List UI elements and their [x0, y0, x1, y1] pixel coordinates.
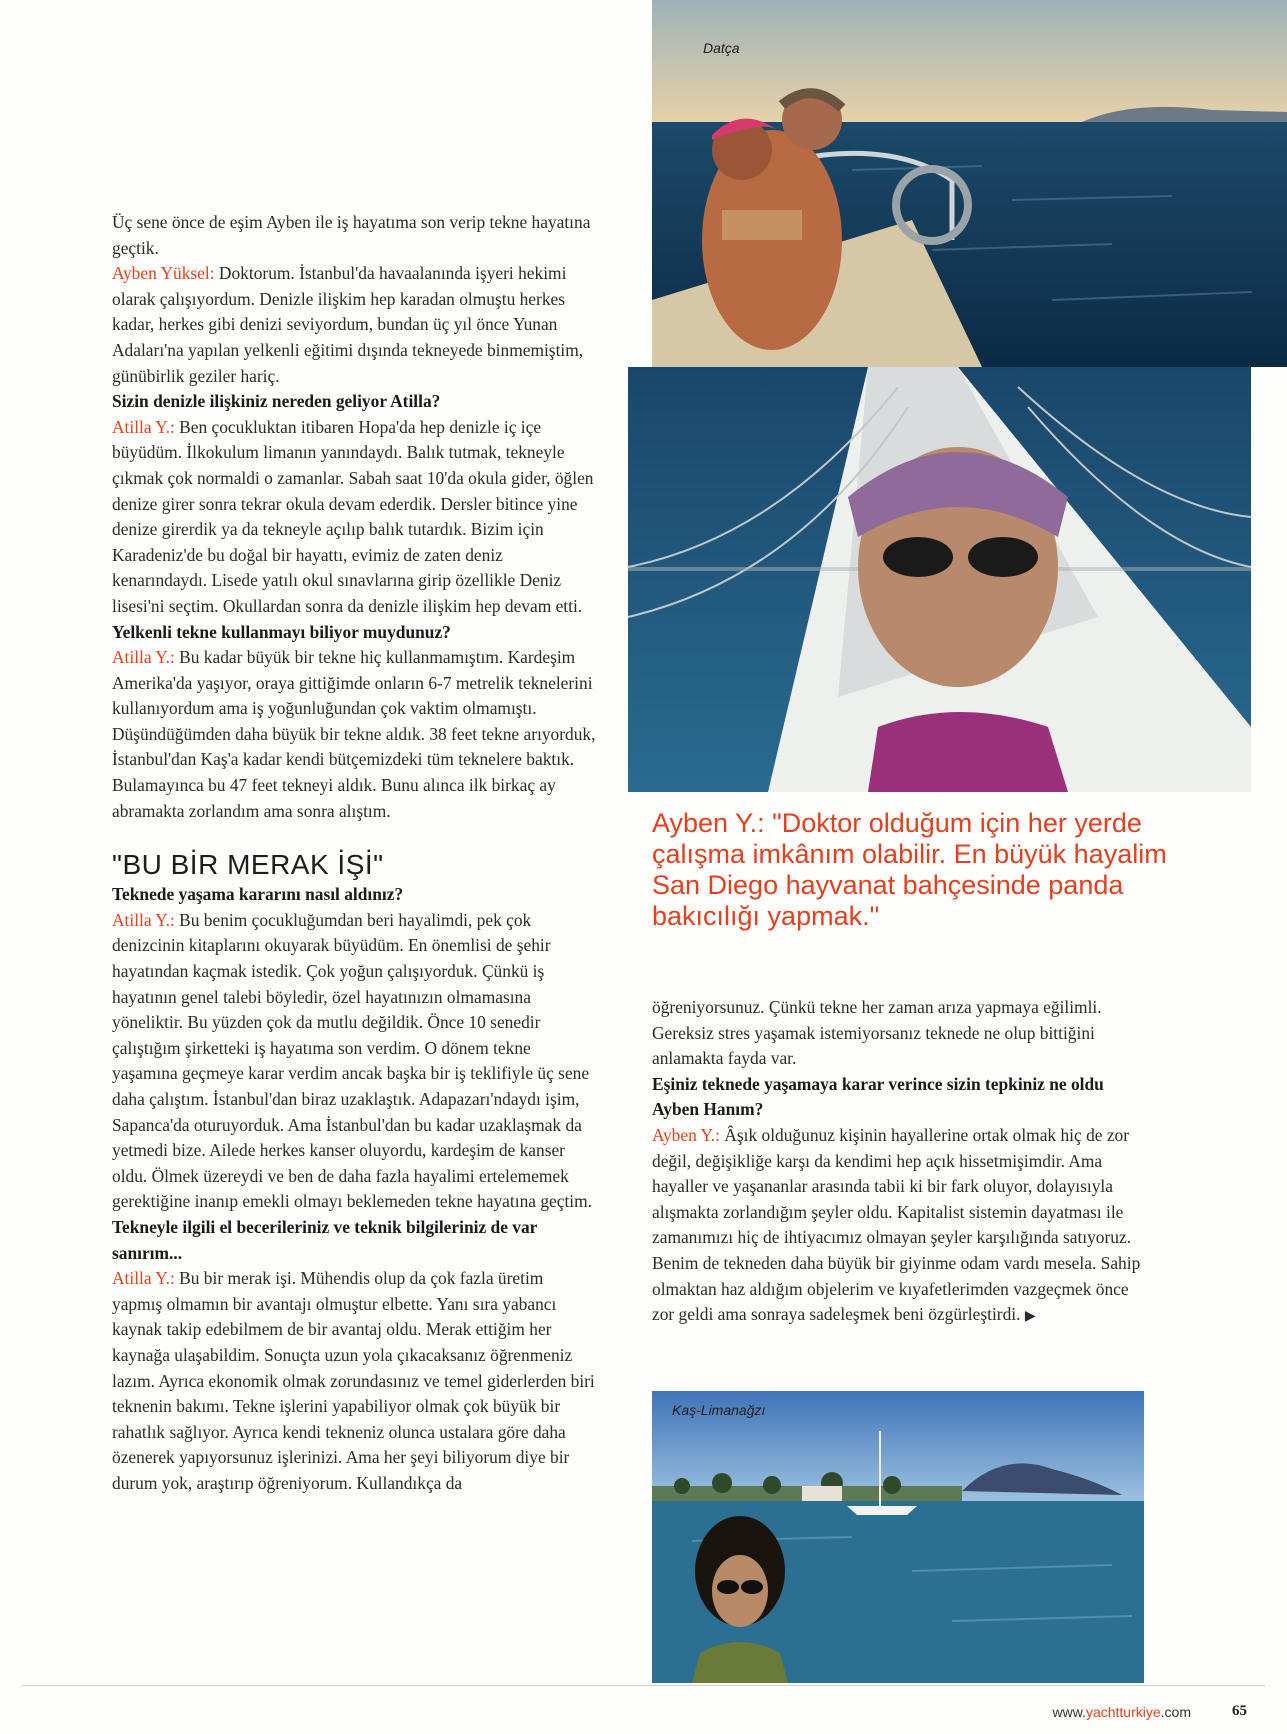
- answer-reaction: [652, 1123, 1152, 1330]
- article-column-left: [112, 210, 596, 1497]
- speaker-label: Atilla Y.:: [112, 416, 175, 437]
- question-sailing: Yelkenli tekne kullanmayı biliyor muydunuz?: [112, 621, 451, 642]
- answer-text: Bu bir merak işi. Mühendis olup da çok fazla üretim yapmış olmamın bir avantajı olmuştur elbette. Yanı sıra yabancı kaynak takip edebilmem de bir avantaj oldu. Merak ettiğim her kaynağa ulaşabildim. Sonuçta uzun yola çıkacaksanız öğrenmeniz lazım. Ayrıca ekonomik olmak zorundasınız ve temel giderlerden biri teknenin bakımı. Tekne işlerini yapabiliyor olmak çok büyük bir rahatlık sağlıyor. Ayrıca kendi tekneniz olunca ustalara göre daha özenerek yapıyorsunuz işlerinizi. Ama her şeyi biliyorum diye bir durum yok, araştırıp öğreniyorum. Kullandıkça da: [112, 1268, 595, 1493]
- speaker-label: Atilla Y.:: [112, 647, 175, 668]
- answer-text: Bu benim çocukluğumdan beri hayalimdi, pek çok denizcinin kitaplarını okuyarak büyüdüm. En önemlisi de şehir hayatından kaçmak istedik. Çok yoğun çalışıyorduk. Çünkü iş hayatının genel talebi böyledir, özel hayatınızın olmamasına yöneliktir. Bu yüzden çok da mutlu değildik. Önce 10 senedir çalıştığım şirketteki iş hayatıma son verdim. O dönem tekne yaşamına geçmeye karar verdim ancak başka bir iş teklifiyle üç sene daha çalıştım. İstanbul'dan biraz uzaklaştık. Adapazarı'ndaydı işim, Sapanca'da oturuyorduk. Ama İstanbul'dan bu kadar uzaklaşmak da yetmedi bize. Ailede herkes kanser oluyordu, kardeşim de kanser oldu. Ölmek üzereydi ve ben de daha fazla hayalimi ertelememek gerektiğine inanıp emekli olmayı beklemeden tekne hayatına geçtim.: [112, 909, 593, 1212]
- speaker-label: Atilla Y.:: [112, 909, 175, 930]
- answer-decision: [112, 908, 596, 1215]
- answer-text: Bu kadar büyük bir tekne hiç kullanmamıştım. Kardeşim Amerika'da yaşıyor, oraya gittiğimde onların 6-7 metrelik teknelerini kullanıyordum ama iş yoğunluğundan çok vaktim olmamıştı. Düşündüğümden daha büyük bir tekne aldık. 38 feet tekne arıyorduk, İstanbul'dan Kaş'a kadar kendi bütçemizdeki tüm teknelere baktık. Bulamayınca bu 47 feet tekneyi aldık. Bunu alınca ilk birkaç ay abramakta zorlandım ama sonra alıştım.: [112, 647, 596, 821]
- site-suffix: .com: [1160, 1704, 1191, 1720]
- speaker-label: Ayben Y.:: [652, 1124, 720, 1145]
- speaker-label: Atilla Y.:: [112, 1268, 175, 1289]
- answer-text: Doktorum. İstanbul'da havaalanında işyeri hekimi olarak çalışıyordum. Denizle ilişkim hep karadan olmuştu herkes kadar, herkes gibi denizi seviyordum, bundan üç yıl önce Yunan Adaları'na yapılan yelkenli eğitimi dışında tekneyede binmemiştim, günübirlik geziler hariç.: [112, 263, 584, 386]
- paragraph-intro: Üç sene önce de eşim Ayben ile iş hayatıma son verip tekne hayatına geçtik.: [112, 212, 591, 258]
- photo-caption-kas: Kaş-Limanağzı: [672, 1402, 766, 1418]
- answer-skills: [112, 1266, 596, 1496]
- page-number: 65: [1232, 1703, 1247, 1719]
- speaker-label: Ayben Yüksel:: [112, 263, 215, 284]
- footer-divider: [22, 1685, 1265, 1686]
- answer-sailing: [112, 645, 596, 824]
- photo-caption-datca: Datça: [703, 40, 740, 56]
- question-sea-relation: Sizin denizle ilişkiniz nereden geliyor Atilla?: [112, 391, 441, 412]
- photo-woman-bow: [628, 367, 1251, 792]
- site-brand: yachtturkiye: [1085, 1704, 1161, 1720]
- paragraph-continued: öğreniyorsunuz. Çünkü tekne her zaman arıza yapmaya eğilimli. Gereksiz stres yaşamak istemiyorsanız teknede ne olup bittiğini anlamakta fayda var.: [652, 997, 1102, 1069]
- section-heading: "BU BİR MERAK İŞİ": [112, 849, 384, 881]
- answer-text: Âşık olduğunuz kişinin hayallerine ortak olmak hiç de zor değil, değişikliğe karşı da kendimi hep açık hissetmişimdir. Ama hayaller ve yaşananlar arasında tabii ki bir fark oluyor, dolayısıyla alışmakta zorlandığım şeyler oldu. Kapitalist sistemin dayatması ile zamanımızı hiç de ihtiyacımız olmayan şeyler karşılığında satıyoruz. Benim de tekneden daha büyük bir giyinme odam vardı mesela. Sahip olmaktan haz aldığım objelerim ve kıyafetlerimden vazgeçmek önce zor geldi ama sonraya sadeleşmek beni özgürleştirdi.: [652, 1124, 1141, 1325]
- footer-website: [1053, 1704, 1192, 1720]
- question-skills: Tekneyle ilgili el becerileriniz ve teknik bilgileriniz de var sanırım...: [112, 1216, 538, 1263]
- continue-arrow-icon: ▶: [1024, 1309, 1036, 1325]
- answer-text: Ben çocukluktan itibaren Hopa'da hep denizle iç içe büyüdüm. İlkokulum limanın yanındaydı. Balık tutmak, tekneyle çıkmak çok normaldi o zamanlar. Sabah saat 10'da okula gider, öğlen denize girer sonra tekrar okula devam ederdik. Dersler bitince yine denize girerdik ya da tekneyle açılıp balık tutardık. Bizim için Karadeniz'de bu doğal bir hayattı, evimiz de zaten deniz kenarındaydı. Lisede yatılı okul sınavlarına girip özellikle Deniz lisesi'ni seçtim. Okullardan sonra da denizle ilişkim hep devam etti.: [112, 416, 594, 616]
- question-reaction: Eşiniz teknede yaşamaya karar verince sizin tepkiniz ne oldu Ayben Hanım?: [652, 1073, 1104, 1120]
- pull-quote: Ayben Y.: "Doktor olduğum için her yerde çalışma imkânım olabilir. En büyük hayalim San Diego hayvanat bahçesinde panda bakıcılığı yapmak.": [652, 808, 1167, 931]
- article-column-right: [652, 995, 1152, 1330]
- question-decision: Teknede yaşama kararını nasıl aldınız?: [112, 884, 404, 905]
- photo-woman-kas: [652, 1391, 1144, 1683]
- site-prefix: www.: [1052, 1704, 1086, 1720]
- answer-sea-relation: [112, 415, 596, 620]
- answer-ayben-intro: [112, 261, 596, 389]
- photo-couple-datca: [652, 0, 1287, 367]
